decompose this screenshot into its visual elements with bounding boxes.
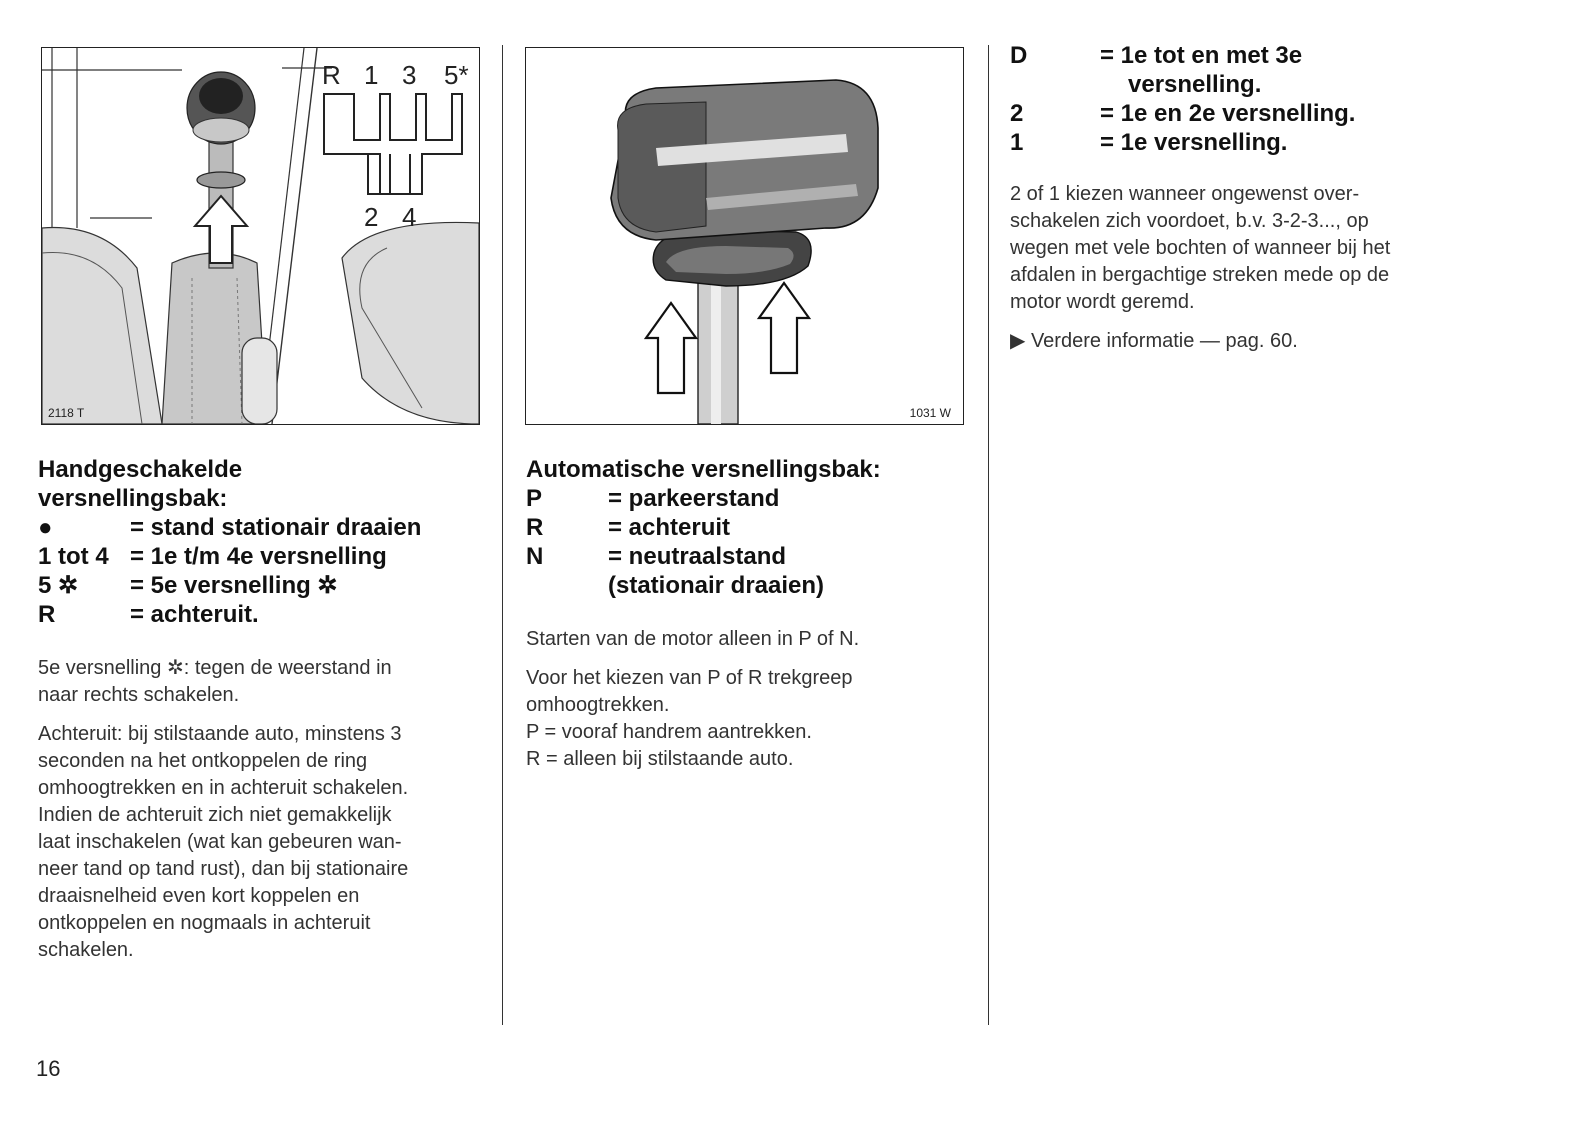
manual-gearshift-illustration (42, 48, 479, 424)
automatic-row-value: (stationair draaien) (608, 572, 825, 599)
figure-code: 1031 W (909, 406, 951, 420)
automatic-paragraph-2: Voor het kiezen van P of R trekgreep omhoogtrekken. P = vooraf handrem aantrekken. R = alleen bij stilstaande auto. (526, 667, 853, 770)
automatic-selector-figure (525, 47, 964, 425)
automatic-row-value: = parkeerstand (608, 485, 780, 512)
gate-label-2: 2 (364, 202, 379, 232)
right-row-key: 1 (1010, 129, 1024, 156)
gate-label-3: 3 (402, 60, 417, 90)
automatic-title: Automatische versnellingsbak: (526, 456, 881, 483)
manual-row-value: = stand stationair draaien (130, 514, 422, 541)
automatic-section (526, 455, 976, 773)
manual-title-line2: versnellingsbak: (38, 485, 228, 512)
automatic-paragraph-1: Starten van de motor alleen in P of N. (526, 628, 860, 650)
page-number: 16 (36, 1056, 61, 1081)
right-row-value: versnelling. (1128, 71, 1262, 98)
gate-label-5: 5* (444, 60, 469, 90)
automatic-row-value: = achteruit (608, 514, 731, 541)
automatic-row-key: N (526, 543, 544, 570)
manual-row (38, 600, 488, 629)
column-divider-right (988, 45, 989, 1025)
manual-row-key: R (38, 601, 56, 628)
right-section (1010, 41, 1480, 355)
automatic-row (526, 513, 976, 542)
automatic-row (526, 571, 976, 600)
automatic-row-key: P (526, 485, 543, 512)
manual-row (38, 542, 488, 571)
right-row-key: 2 (1010, 100, 1024, 127)
manual-row-value: = 1e t/m 4e versnelling (130, 543, 387, 570)
column-divider-left (502, 45, 503, 1025)
manual-paragraph-2: Achteruit: bij stilstaande auto, minstens 3 seconden na het ontkoppelen de ring omhoogtrekken en in achteruit schakelen. Indien de achteruit zich niet gemakkelijk laat inschakelen (wat kan gebeuren wan- neer tand op tand rust), dan bij stationaire draaisnelheid even kort koppelen en ontkoppelen en nogmaals in achteruit schakelen. (38, 723, 409, 961)
manual-row-value: = achteruit. (130, 601, 259, 628)
manual-row (38, 571, 488, 600)
manual-row (38, 513, 488, 542)
right-paragraph-1: 2 of 1 kiezen wanneer ongewenst over- schakelen zich voordoet, b.v. 3-2-3..., op wegen met vele bochten of wanneer bij het afdalen in bergachtige streken mede op de motor wordt geremd. (1010, 183, 1391, 313)
right-row-key (1010, 70, 1128, 99)
right-row-value: = 1e tot en met 3e (1100, 42, 1303, 69)
automatic-row-key (526, 571, 608, 600)
automatic-selector-illustration (526, 48, 963, 424)
manual-row-key: 1 tot 4 (38, 543, 109, 570)
automatic-row-value: = neutraalstand (608, 543, 787, 570)
manual-row-value: = 5e versnelling ✲ (130, 572, 338, 599)
gate-label-1: 1 (364, 60, 379, 90)
gate-label-4: 4 (402, 202, 417, 232)
right-row (1010, 70, 1480, 99)
manual-gearshift-figure (41, 47, 480, 425)
right-row (1010, 128, 1480, 157)
manual-paragraph-1: 5e versnelling ✲: tegen de weerstand in naar rechts schakelen. (38, 657, 392, 706)
figure-code: 2118 T (48, 406, 85, 420)
manual-title-line1: Handgeschakelde (38, 456, 243, 483)
manual-row-key: ● (38, 514, 53, 541)
right-row (1010, 99, 1480, 128)
right-row (1010, 41, 1480, 70)
right-row-key: D (1010, 42, 1028, 69)
manual-section (38, 455, 488, 964)
right-row-value: = 1e versnelling. (1100, 129, 1288, 156)
automatic-row-key: R (526, 514, 544, 541)
gate-label-r: R (322, 60, 341, 90)
manual-row-key: 5 ✲ (38, 572, 79, 599)
more-info-link[interactable]: ▶ Verdere informatie — pag. 60. (1010, 330, 1298, 352)
automatic-row (526, 484, 976, 513)
right-row-value: = 1e en 2e versnelling. (1100, 100, 1356, 127)
automatic-row (526, 542, 976, 571)
